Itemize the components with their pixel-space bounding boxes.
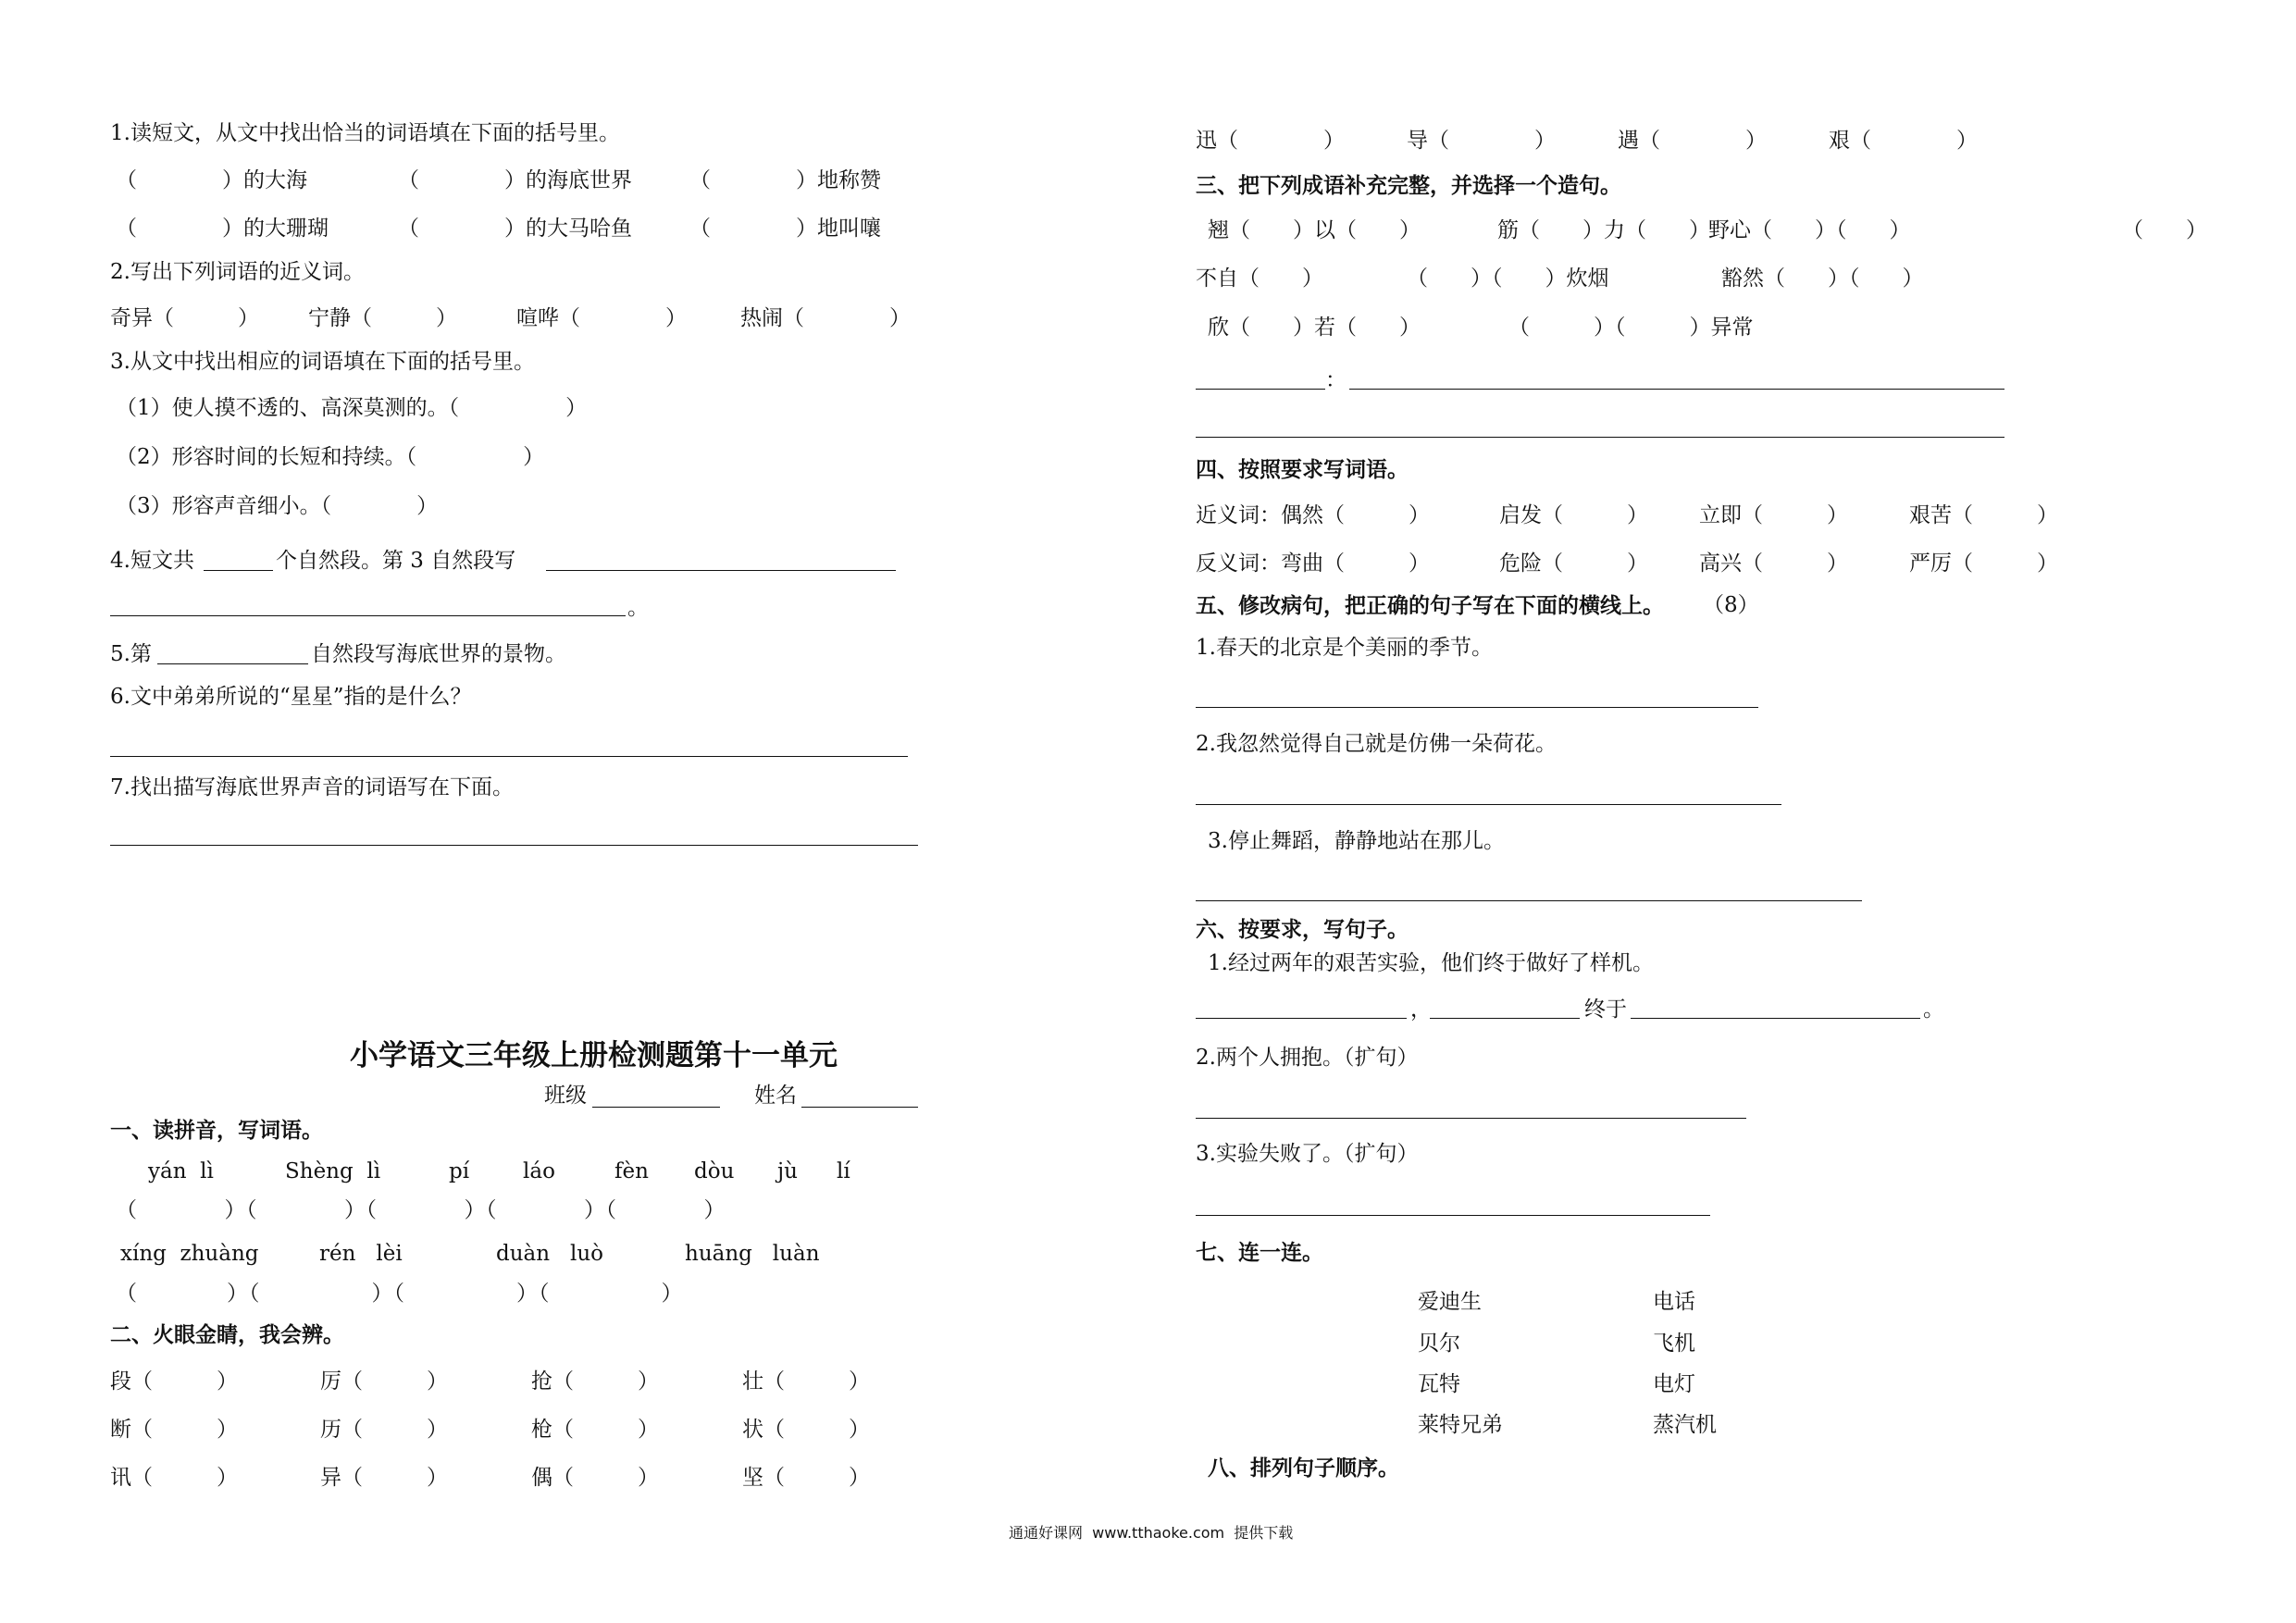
pinyin-4: láo xyxy=(523,1159,555,1183)
q2-word-1: 奇异（ ） xyxy=(110,306,259,330)
q2-word-2: 宁静（ ） xyxy=(308,306,457,330)
s2-r1-c1: 段（ ） xyxy=(110,1369,238,1394)
q2-text: 2.写出下列词语的近义词。 xyxy=(110,260,365,284)
section-6-heading: 六、按要求，写句子。 xyxy=(1196,917,1409,942)
s5-answer-2[interactable] xyxy=(1196,804,1781,805)
class-label: 班级 xyxy=(544,1084,587,1108)
s3-r2-c1: 不自（ ） xyxy=(1196,266,1323,291)
s6-blank-2[interactable] xyxy=(1430,1018,1580,1019)
s3-r1-c4: （ ） xyxy=(2122,218,2207,242)
q1-text: 1.读短文，从文中找出恰当的词语填在下面的括号里。 xyxy=(110,121,620,145)
s2-r1-c4: 壮（ ） xyxy=(742,1369,870,1394)
s2-r3-c3: 偶（ ） xyxy=(531,1466,659,1490)
section-5-score: （8） xyxy=(1703,593,1759,617)
q1-row1-c: （ ）地称赞 xyxy=(689,168,881,192)
s5-answer-3[interactable] xyxy=(1196,900,1862,901)
s6-zhongyu: 终于 xyxy=(1584,997,1627,1022)
s6-item-3: 3.实验失败了。（扩句） xyxy=(1196,1142,1419,1166)
s2-r3-c2: 异（ ） xyxy=(320,1466,448,1490)
q5-blank[interactable] xyxy=(157,663,308,664)
s3-sentence-blank[interactable] xyxy=(1349,389,2004,390)
pinyin-9: xíng zhuàng xyxy=(120,1242,259,1266)
s7-left-4: 莱特兄弟 xyxy=(1418,1413,1503,1437)
section-1-heading: 一、读拼音，写词语。 xyxy=(110,1118,323,1143)
footer-credit: 通通好课网 www.tthaoke.com 提供下载 xyxy=(1009,1524,1294,1542)
section-3-heading: 三、把下列成语补充完整，并选择一个造句。 xyxy=(1196,173,1621,198)
s3-r2-c2: （ ）（ ）炊烟 xyxy=(1407,266,1609,291)
top-row-2: 导（ ） xyxy=(1407,129,1556,153)
pinyin-7: jù xyxy=(777,1159,798,1183)
pinyin-answers-row1: （ ）（ ）（ ）（ ）（ ） xyxy=(116,1198,726,1222)
q6-answer-line[interactable] xyxy=(110,756,908,757)
s7-left-1: 爱迪生 xyxy=(1418,1290,1482,1314)
pinyin-2: Shèng lì xyxy=(285,1159,381,1183)
s5-item-1: 1.春天的北京是个美丽的季节。 xyxy=(1196,636,1493,660)
s3-r2-c3: 豁然（ ）（ ） xyxy=(1721,266,1924,291)
s6-blank-3[interactable] xyxy=(1631,1018,1920,1019)
s7-left-2: 贝尔 xyxy=(1418,1332,1460,1356)
s5-item-2: 2.我忽然觉得自己就是仿佛一朵荷花。 xyxy=(1196,732,1557,756)
section-4-heading: 四、按照要求写词语。 xyxy=(1196,457,1409,482)
s3-sentence-blank-2[interactable] xyxy=(1196,437,2004,438)
class-field[interactable] xyxy=(592,1107,720,1108)
q3-item-1: （1）使人摸不透的、高深莫测的。（ ） xyxy=(116,396,588,420)
s2-r1-c2: 厉（ ） xyxy=(320,1369,448,1394)
s2-r3-c1: 讯（ ） xyxy=(110,1466,238,1490)
name-label: 姓名 xyxy=(754,1084,797,1108)
pinyin-12: huāng luàn xyxy=(685,1242,820,1266)
q1-row2-b: （ ）的大马哈鱼 xyxy=(398,217,632,241)
s6-item-1: 1.经过两年的艰苦实验，他们终于做好了样机。 xyxy=(1208,951,1654,975)
q4-text-a: 4.短文共 xyxy=(110,549,194,573)
s2-r2-c2: 历（ ） xyxy=(320,1418,448,1442)
pinyin-5: fèn xyxy=(614,1159,649,1183)
pinyin-3: pí xyxy=(449,1159,470,1183)
s6-answer-3[interactable] xyxy=(1196,1215,1710,1216)
section-2-heading: 二、火眼金睛，我会辨。 xyxy=(110,1322,344,1347)
s2-r3-c4: 坚（ ） xyxy=(742,1466,870,1490)
q3-item-3: （3）形容声音细小。（ ） xyxy=(116,494,439,518)
pinyin-11: duàn luò xyxy=(496,1242,604,1266)
s6-comma: ， xyxy=(1410,997,1432,1022)
s7-right-3: 电灯 xyxy=(1653,1372,1695,1396)
q5-text-b: 自然段写海底世界的景物。 xyxy=(311,642,566,666)
q4-blank-1[interactable] xyxy=(204,570,273,571)
pinyin-answers-row2: （ ）（ ）（ ）（ ） xyxy=(116,1282,684,1306)
s2-r2-c3: 枪（ ） xyxy=(531,1418,659,1442)
s3-r1-c3: 野心（ ）（ ） xyxy=(1708,218,1911,242)
q4-text-b: 个自然段。第 3 自然段写 xyxy=(276,549,516,573)
s4-r1-c1: 近义词：偶然（ ） xyxy=(1196,503,1430,527)
q7-text: 7.找出描写海底世界声音的词语写在下面。 xyxy=(110,775,514,799)
q4-blank-2[interactable] xyxy=(546,570,896,571)
q2-word-4: 热闹（ ） xyxy=(740,306,911,330)
q1-row2-a: （ ）的大珊瑚 xyxy=(116,217,329,241)
s6-answer-2[interactable] xyxy=(1196,1118,1746,1119)
s4-r1-c3: 立即（ ） xyxy=(1699,503,1848,527)
q6-text: 6.文中弟弟所说的“星星”指的是什么？ xyxy=(110,685,472,709)
q4-blank-3[interactable] xyxy=(110,615,626,616)
s4-r2-c4: 严厉（ ） xyxy=(1909,551,2058,576)
s6-period: 。 xyxy=(1923,997,1944,1022)
s7-right-1: 电话 xyxy=(1653,1290,1695,1314)
s3-r1-c1: 翘（ ）以（ ） xyxy=(1208,218,1421,242)
top-row-3: 遇（ ） xyxy=(1618,129,1767,153)
name-field[interactable] xyxy=(801,1107,918,1108)
s3-colon: ： xyxy=(1325,368,1347,392)
s2-r2-c4: 状（ ） xyxy=(742,1418,870,1442)
s7-right-2: 飞机 xyxy=(1653,1332,1695,1356)
pinyin-6: dòu xyxy=(694,1159,735,1183)
top-row-4: 艰（ ） xyxy=(1829,129,1978,153)
section-8-heading: 八、排列句子顺序。 xyxy=(1208,1456,1399,1481)
q7-answer-line[interactable] xyxy=(110,845,918,846)
s3-r3-c1: 欣（ ）若（ ） xyxy=(1208,316,1421,340)
s7-left-3: 瓦特 xyxy=(1418,1372,1460,1396)
s2-r1-c3: 抢（ ） xyxy=(531,1369,659,1394)
pinyin-10: rén lèi xyxy=(319,1242,403,1266)
section-5-heading: 五、修改病句，把正确的句子写在下面的横线上。 xyxy=(1196,593,1664,618)
s3-r3-c2: （ ）（ ）异常 xyxy=(1508,316,1754,340)
s5-answer-1[interactable] xyxy=(1196,707,1758,708)
q4-end: 。 xyxy=(627,596,649,620)
s4-r2-c1: 反义词：弯曲（ ） xyxy=(1196,551,1430,576)
pinyin-8: lí xyxy=(837,1159,850,1183)
s4-r1-c4: 艰苦（ ） xyxy=(1909,503,2058,527)
s7-right-4: 蒸汽机 xyxy=(1653,1413,1717,1437)
q2-word-3: 喧哗（ ） xyxy=(516,306,687,330)
worksheet-title: 小学语文三年级上册检测题第十一单元 xyxy=(350,1039,838,1072)
top-row-1: 迅（ ） xyxy=(1196,129,1345,153)
s5-item-3: 3.停止舞蹈，静静地站在那儿。 xyxy=(1208,829,1505,853)
q3-text: 3.从文中找出相应的词语填在下面的括号里。 xyxy=(110,350,535,374)
s2-r2-c1: 断（ ） xyxy=(110,1418,238,1442)
s4-r1-c2: 启发（ ） xyxy=(1499,503,1648,527)
pinyin-1: yán lì xyxy=(148,1159,214,1183)
s6-item-2: 2.两个人拥抱。（扩句） xyxy=(1196,1046,1419,1070)
section-7-heading: 七、连一连。 xyxy=(1196,1240,1323,1265)
q3-item-2: （2）形容时间的长短和持续。（ ） xyxy=(116,445,545,469)
s3-idiom-blank[interactable] xyxy=(1196,389,1325,390)
q5-text-a: 5.第 xyxy=(110,642,152,666)
s6-blank-1[interactable] xyxy=(1196,1018,1407,1019)
q1-row1-a: （ ）的大海 xyxy=(116,168,307,192)
q1-row1-b: （ ）的海底世界 xyxy=(398,168,632,192)
q1-row2-c: （ ）地叫嚷 xyxy=(689,217,881,241)
s3-r1-c2: 筋（ ）力（ ） xyxy=(1497,218,1710,242)
s4-r2-c2: 危险（ ） xyxy=(1499,551,1648,576)
s4-r2-c3: 高兴（ ） xyxy=(1699,551,1848,576)
